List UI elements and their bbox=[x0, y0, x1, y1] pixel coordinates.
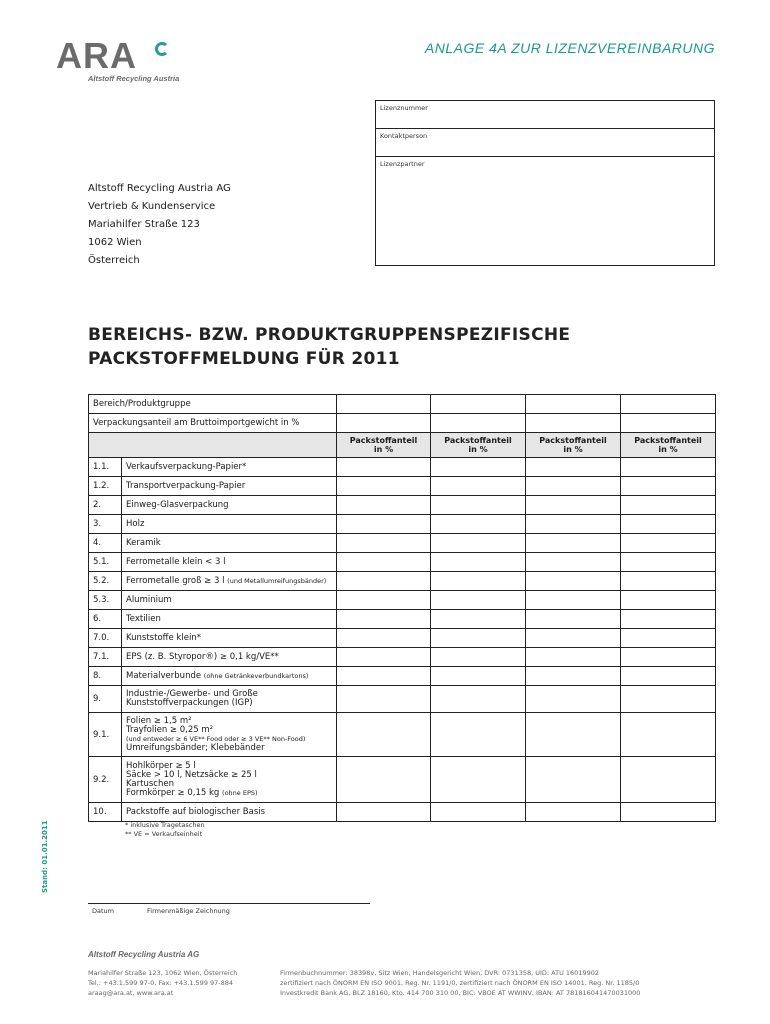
input-cell[interactable] bbox=[431, 591, 526, 610]
input-cell[interactable] bbox=[337, 515, 431, 534]
table-row bbox=[89, 477, 716, 496]
input-cell[interactable] bbox=[431, 515, 526, 534]
table-row bbox=[89, 515, 716, 534]
input-cell[interactable] bbox=[526, 591, 621, 610]
input-cell[interactable] bbox=[621, 757, 716, 803]
column-header-unit: in % bbox=[563, 445, 583, 454]
table-row bbox=[89, 713, 716, 757]
input-cell[interactable] bbox=[337, 686, 431, 713]
input-cell[interactable] bbox=[431, 553, 526, 572]
title-line-2: PACKSTOFFMELDUNG FÜR 2011 bbox=[88, 349, 400, 369]
input-cell[interactable] bbox=[621, 648, 716, 667]
input-cell[interactable] bbox=[431, 686, 526, 713]
row-label-text: Aluminium bbox=[126, 595, 172, 605]
input-cell[interactable] bbox=[337, 572, 431, 591]
input-cell[interactable] bbox=[431, 713, 526, 757]
footer-line: Firmenbuchnummer: 38398v, Sitz Wien, Handelsgericht Wien, DVR: 0731358, UID: ATU 16019902 bbox=[280, 969, 599, 977]
input-cell[interactable] bbox=[526, 713, 621, 757]
table-row bbox=[89, 667, 716, 686]
input-cell[interactable] bbox=[431, 458, 526, 477]
table-row bbox=[89, 648, 716, 667]
input-cell[interactable] bbox=[621, 496, 716, 515]
row-label-note: (ohne Getränkeverbundkartons) bbox=[203, 672, 309, 680]
input-cell[interactable] bbox=[526, 477, 621, 496]
input-cell[interactable] bbox=[431, 572, 526, 591]
row-label bbox=[122, 534, 337, 553]
address-line: Mariahilfer Straße 123 bbox=[88, 219, 200, 230]
row-label-line: Folien ≥ 1,5 m² bbox=[126, 715, 192, 726]
input-cell[interactable] bbox=[526, 534, 621, 553]
row-label-text: Materialverbunde bbox=[126, 671, 202, 681]
footer-line: Tel.: +43.1.599 97-0, Fax: +43.1.599 97-884 bbox=[88, 979, 234, 987]
share-label: Verpackungsanteil am Bruttoimportgewicht in % bbox=[89, 414, 337, 433]
row-label-line: Industrie-/Gewerbe- und Große bbox=[126, 689, 258, 699]
row-label bbox=[122, 667, 337, 686]
row-label-line: Kartuschen bbox=[126, 778, 174, 789]
column-header bbox=[337, 433, 431, 458]
row-number: 3. bbox=[89, 515, 122, 534]
row-label bbox=[122, 515, 337, 534]
input-cell[interactable] bbox=[621, 713, 716, 757]
logo-subtitle: Altstoff Recycling Austria bbox=[88, 74, 180, 83]
row-label-note: (und entweder ≥ 6 VE** Food oder ≥ 3 VE** Non-Food) bbox=[126, 734, 306, 743]
input-cell[interactable] bbox=[431, 757, 526, 803]
row-number: 4. bbox=[89, 534, 122, 553]
table-row bbox=[89, 757, 716, 803]
input-cell[interactable] bbox=[526, 667, 621, 686]
ara-logo bbox=[56, 35, 180, 83]
footer-line: zertifiziert nach ÖNORM EN ISO 9001, Reg. Nr. 1191/0, zertifiziert nach ÖNORM EN ISO 14001, Reg. Nr. 1185/0 bbox=[280, 979, 640, 987]
row-label-text: Kunststoffe klein* bbox=[126, 633, 201, 643]
row-label-text: Einweg-Glasverpackung bbox=[126, 500, 229, 510]
input-cell[interactable] bbox=[621, 591, 716, 610]
footnote: * inklusive Tragetaschen bbox=[125, 821, 205, 829]
column-header-title: Packstoffanteil bbox=[349, 436, 418, 445]
row-label bbox=[122, 477, 337, 496]
address-line: Österreich bbox=[88, 255, 140, 266]
input-cell[interactable] bbox=[526, 496, 621, 515]
row-label bbox=[122, 610, 337, 629]
row-label bbox=[122, 757, 337, 803]
input-cell[interactable] bbox=[621, 534, 716, 553]
input-cell[interactable] bbox=[526, 572, 621, 591]
input-cell[interactable] bbox=[621, 414, 716, 433]
row-label-text: Ferrometalle klein < 3 l bbox=[126, 557, 226, 567]
packaging-table bbox=[88, 394, 716, 822]
column-header bbox=[431, 433, 526, 458]
row-label-line: Säcke > 10 l, Netzsäcke ≥ 25 l bbox=[126, 769, 257, 780]
row-number: 9.1. bbox=[89, 713, 122, 757]
table-row bbox=[89, 629, 716, 648]
recycling-arrow-icon bbox=[155, 42, 169, 56]
input-cell[interactable] bbox=[621, 667, 716, 686]
input-cell[interactable] bbox=[621, 395, 716, 414]
input-cell[interactable] bbox=[431, 667, 526, 686]
input-cell[interactable] bbox=[337, 610, 431, 629]
row-label-line: Umreifungsbänder; Klebebänder bbox=[126, 742, 265, 753]
column-header-title: Packstoffanteil bbox=[444, 436, 512, 445]
row-number: 1.1. bbox=[89, 458, 122, 477]
input-cell[interactable] bbox=[337, 648, 431, 667]
table-row bbox=[89, 686, 716, 713]
input-cell[interactable] bbox=[431, 610, 526, 629]
table-row bbox=[89, 534, 716, 553]
input-cell[interactable] bbox=[526, 553, 621, 572]
input-cell[interactable] bbox=[431, 534, 526, 553]
row-number: 10. bbox=[89, 803, 122, 822]
version-stamp: Stand: 01.01.2011 bbox=[41, 820, 49, 893]
table-row bbox=[89, 553, 716, 572]
table-row bbox=[89, 610, 716, 629]
row-label-text: Keramik bbox=[126, 538, 161, 548]
row-number: 7.0. bbox=[89, 629, 122, 648]
input-cell[interactable] bbox=[431, 648, 526, 667]
footer-legal bbox=[280, 968, 640, 998]
page-title bbox=[88, 323, 570, 371]
input-cell[interactable] bbox=[431, 629, 526, 648]
column-header-row bbox=[89, 433, 716, 458]
row-label-line: Formkörper ≥ 0,15 kg bbox=[126, 787, 220, 798]
footer-line: araag@ara.at, www.ara.at bbox=[88, 989, 174, 997]
table-row bbox=[89, 458, 716, 477]
signature-line[interactable] bbox=[88, 903, 370, 904]
column-header-unit: in % bbox=[468, 445, 488, 454]
input-cell[interactable] bbox=[621, 629, 716, 648]
date-label: Datum bbox=[92, 907, 114, 915]
row-label-text: Textilien bbox=[126, 614, 161, 624]
row-number: 5.3. bbox=[89, 591, 122, 610]
row-label bbox=[122, 572, 337, 591]
table-row bbox=[89, 496, 716, 515]
row-label-line: Hohlkörper ≥ 5 l bbox=[126, 760, 196, 771]
address-line: Vertrieb & Kundenservice bbox=[88, 201, 216, 212]
license-number-field[interactable] bbox=[376, 101, 714, 129]
input-cell[interactable] bbox=[621, 553, 716, 572]
input-cell[interactable] bbox=[431, 477, 526, 496]
footer-company: Altstoff Recycling Austria AG bbox=[88, 950, 200, 959]
column-header-unit: in % bbox=[658, 445, 678, 454]
input-cell[interactable] bbox=[526, 414, 621, 433]
input-cell[interactable] bbox=[337, 395, 431, 414]
field-label: Kontaktperson bbox=[380, 132, 428, 140]
input-cell[interactable] bbox=[526, 757, 621, 803]
table-row bbox=[89, 395, 716, 414]
row-label-line: Trayfolien ≥ 0,25 m² bbox=[126, 724, 214, 735]
row-label bbox=[122, 458, 337, 477]
input-cell[interactable] bbox=[337, 477, 431, 496]
area-label: Bereich/Produktgruppe bbox=[89, 395, 337, 414]
input-cell[interactable] bbox=[337, 713, 431, 757]
input-cell[interactable] bbox=[337, 414, 431, 433]
input-cell[interactable] bbox=[526, 395, 621, 414]
input-cell[interactable] bbox=[621, 803, 716, 822]
row-number: 5.2. bbox=[89, 572, 122, 591]
input-cell[interactable] bbox=[526, 515, 621, 534]
input-cell[interactable] bbox=[526, 803, 621, 822]
address-line: Altstoff Recycling Austria AG bbox=[88, 183, 231, 194]
column-header-title: Packstoffanteil bbox=[539, 436, 607, 445]
row-label bbox=[122, 686, 337, 713]
row-label-note: (und Metallumreifungsbänder) bbox=[227, 577, 327, 585]
row-label-note: (ohne EPS) bbox=[222, 788, 258, 797]
column-header bbox=[526, 433, 621, 458]
row-label-text: Ferrometalle groß ≥ 3 l bbox=[126, 576, 225, 586]
row-number: 9. bbox=[89, 686, 122, 713]
row-number: 8. bbox=[89, 667, 122, 686]
input-cell[interactable] bbox=[621, 515, 716, 534]
footer-line: Mariahilfer Straße 123, 1062 Wien, Österreich bbox=[88, 969, 238, 977]
row-number: 7.1. bbox=[89, 648, 122, 667]
input-cell[interactable] bbox=[431, 414, 526, 433]
table-row bbox=[89, 414, 716, 433]
input-cell[interactable] bbox=[621, 610, 716, 629]
title-line-1: BEREICHS- BZW. PRODUKTGRUPPENSPEZIFISCHE bbox=[88, 325, 571, 345]
contact-person-field[interactable] bbox=[376, 129, 714, 157]
table-row bbox=[89, 591, 716, 610]
address-line: 1062 Wien bbox=[88, 237, 142, 248]
row-label bbox=[122, 648, 337, 667]
input-cell[interactable] bbox=[337, 757, 431, 803]
row-label: Packstoffe auf biologischer Basis bbox=[122, 803, 337, 822]
field-label: Lizenzpartner bbox=[380, 160, 425, 168]
input-cell[interactable] bbox=[337, 667, 431, 686]
row-label bbox=[122, 713, 337, 757]
input-cell[interactable] bbox=[526, 648, 621, 667]
logo-wordmark: ARA bbox=[56, 35, 137, 76]
input-cell[interactable] bbox=[621, 477, 716, 496]
footer-contact bbox=[88, 968, 237, 998]
license-partner-field[interactable] bbox=[376, 157, 714, 185]
table-row bbox=[89, 803, 716, 822]
column-header-unit: in % bbox=[373, 445, 394, 454]
table-row bbox=[89, 572, 716, 591]
row-number: 6. bbox=[89, 610, 122, 629]
input-cell[interactable] bbox=[337, 591, 431, 610]
row-label-line: Kunststoffverpackungen (IGP) bbox=[126, 698, 253, 708]
input-cell[interactable] bbox=[337, 534, 431, 553]
footnote: ** VE = Verkaufseinheit bbox=[125, 830, 203, 838]
recipient-address bbox=[88, 180, 231, 270]
footer-line: Investkredit Bank AG, BLZ 18160, Kto. 414 700 310 00, BIC: VBOE AT WWINV, IBAN: AT 781816041470031000 bbox=[280, 989, 641, 997]
row-number: 5.1. bbox=[89, 553, 122, 572]
input-cell[interactable] bbox=[337, 629, 431, 648]
input-cell[interactable] bbox=[526, 686, 621, 713]
input-cell[interactable] bbox=[337, 553, 431, 572]
input-cell[interactable] bbox=[621, 572, 716, 591]
input-cell[interactable] bbox=[621, 458, 716, 477]
row-label-text: Transportverpackung-Papier bbox=[126, 481, 246, 491]
row-label bbox=[122, 496, 337, 515]
input-cell[interactable] bbox=[526, 629, 621, 648]
input-cell[interactable] bbox=[526, 458, 621, 477]
column-header-title: Packstoffanteil bbox=[634, 436, 702, 445]
row-label-text: Holz bbox=[126, 519, 145, 529]
annex-title: ANLAGE 4A ZUR LIZENZVEREINBARUNG bbox=[424, 40, 715, 56]
column-header bbox=[621, 433, 716, 458]
row-number: 2. bbox=[89, 496, 122, 515]
signature-label: Firmenmäßige Zeichnung bbox=[147, 907, 230, 915]
row-label bbox=[122, 591, 337, 610]
row-label-text: Verkaufsverpackung-Papier* bbox=[126, 462, 247, 472]
input-cell[interactable] bbox=[526, 610, 621, 629]
input-cell[interactable] bbox=[337, 803, 431, 822]
row-label bbox=[122, 553, 337, 572]
input-cell[interactable] bbox=[337, 458, 431, 477]
row-number: 1.2. bbox=[89, 477, 122, 496]
row-label bbox=[122, 629, 337, 648]
row-label-text: EPS (z. B. Styropor®) ≥ 0,1 kg/VE** bbox=[126, 652, 279, 662]
input-cell[interactable] bbox=[337, 496, 431, 515]
field-label: Lizenznummer bbox=[380, 104, 428, 112]
license-info-box bbox=[375, 100, 715, 266]
input-cell[interactable] bbox=[431, 395, 526, 414]
input-cell[interactable] bbox=[431, 803, 526, 822]
blank-header bbox=[89, 433, 337, 458]
input-cell[interactable] bbox=[431, 496, 526, 515]
row-number: 9.2. bbox=[89, 757, 122, 803]
footnotes bbox=[125, 821, 205, 839]
input-cell[interactable] bbox=[621, 686, 716, 713]
